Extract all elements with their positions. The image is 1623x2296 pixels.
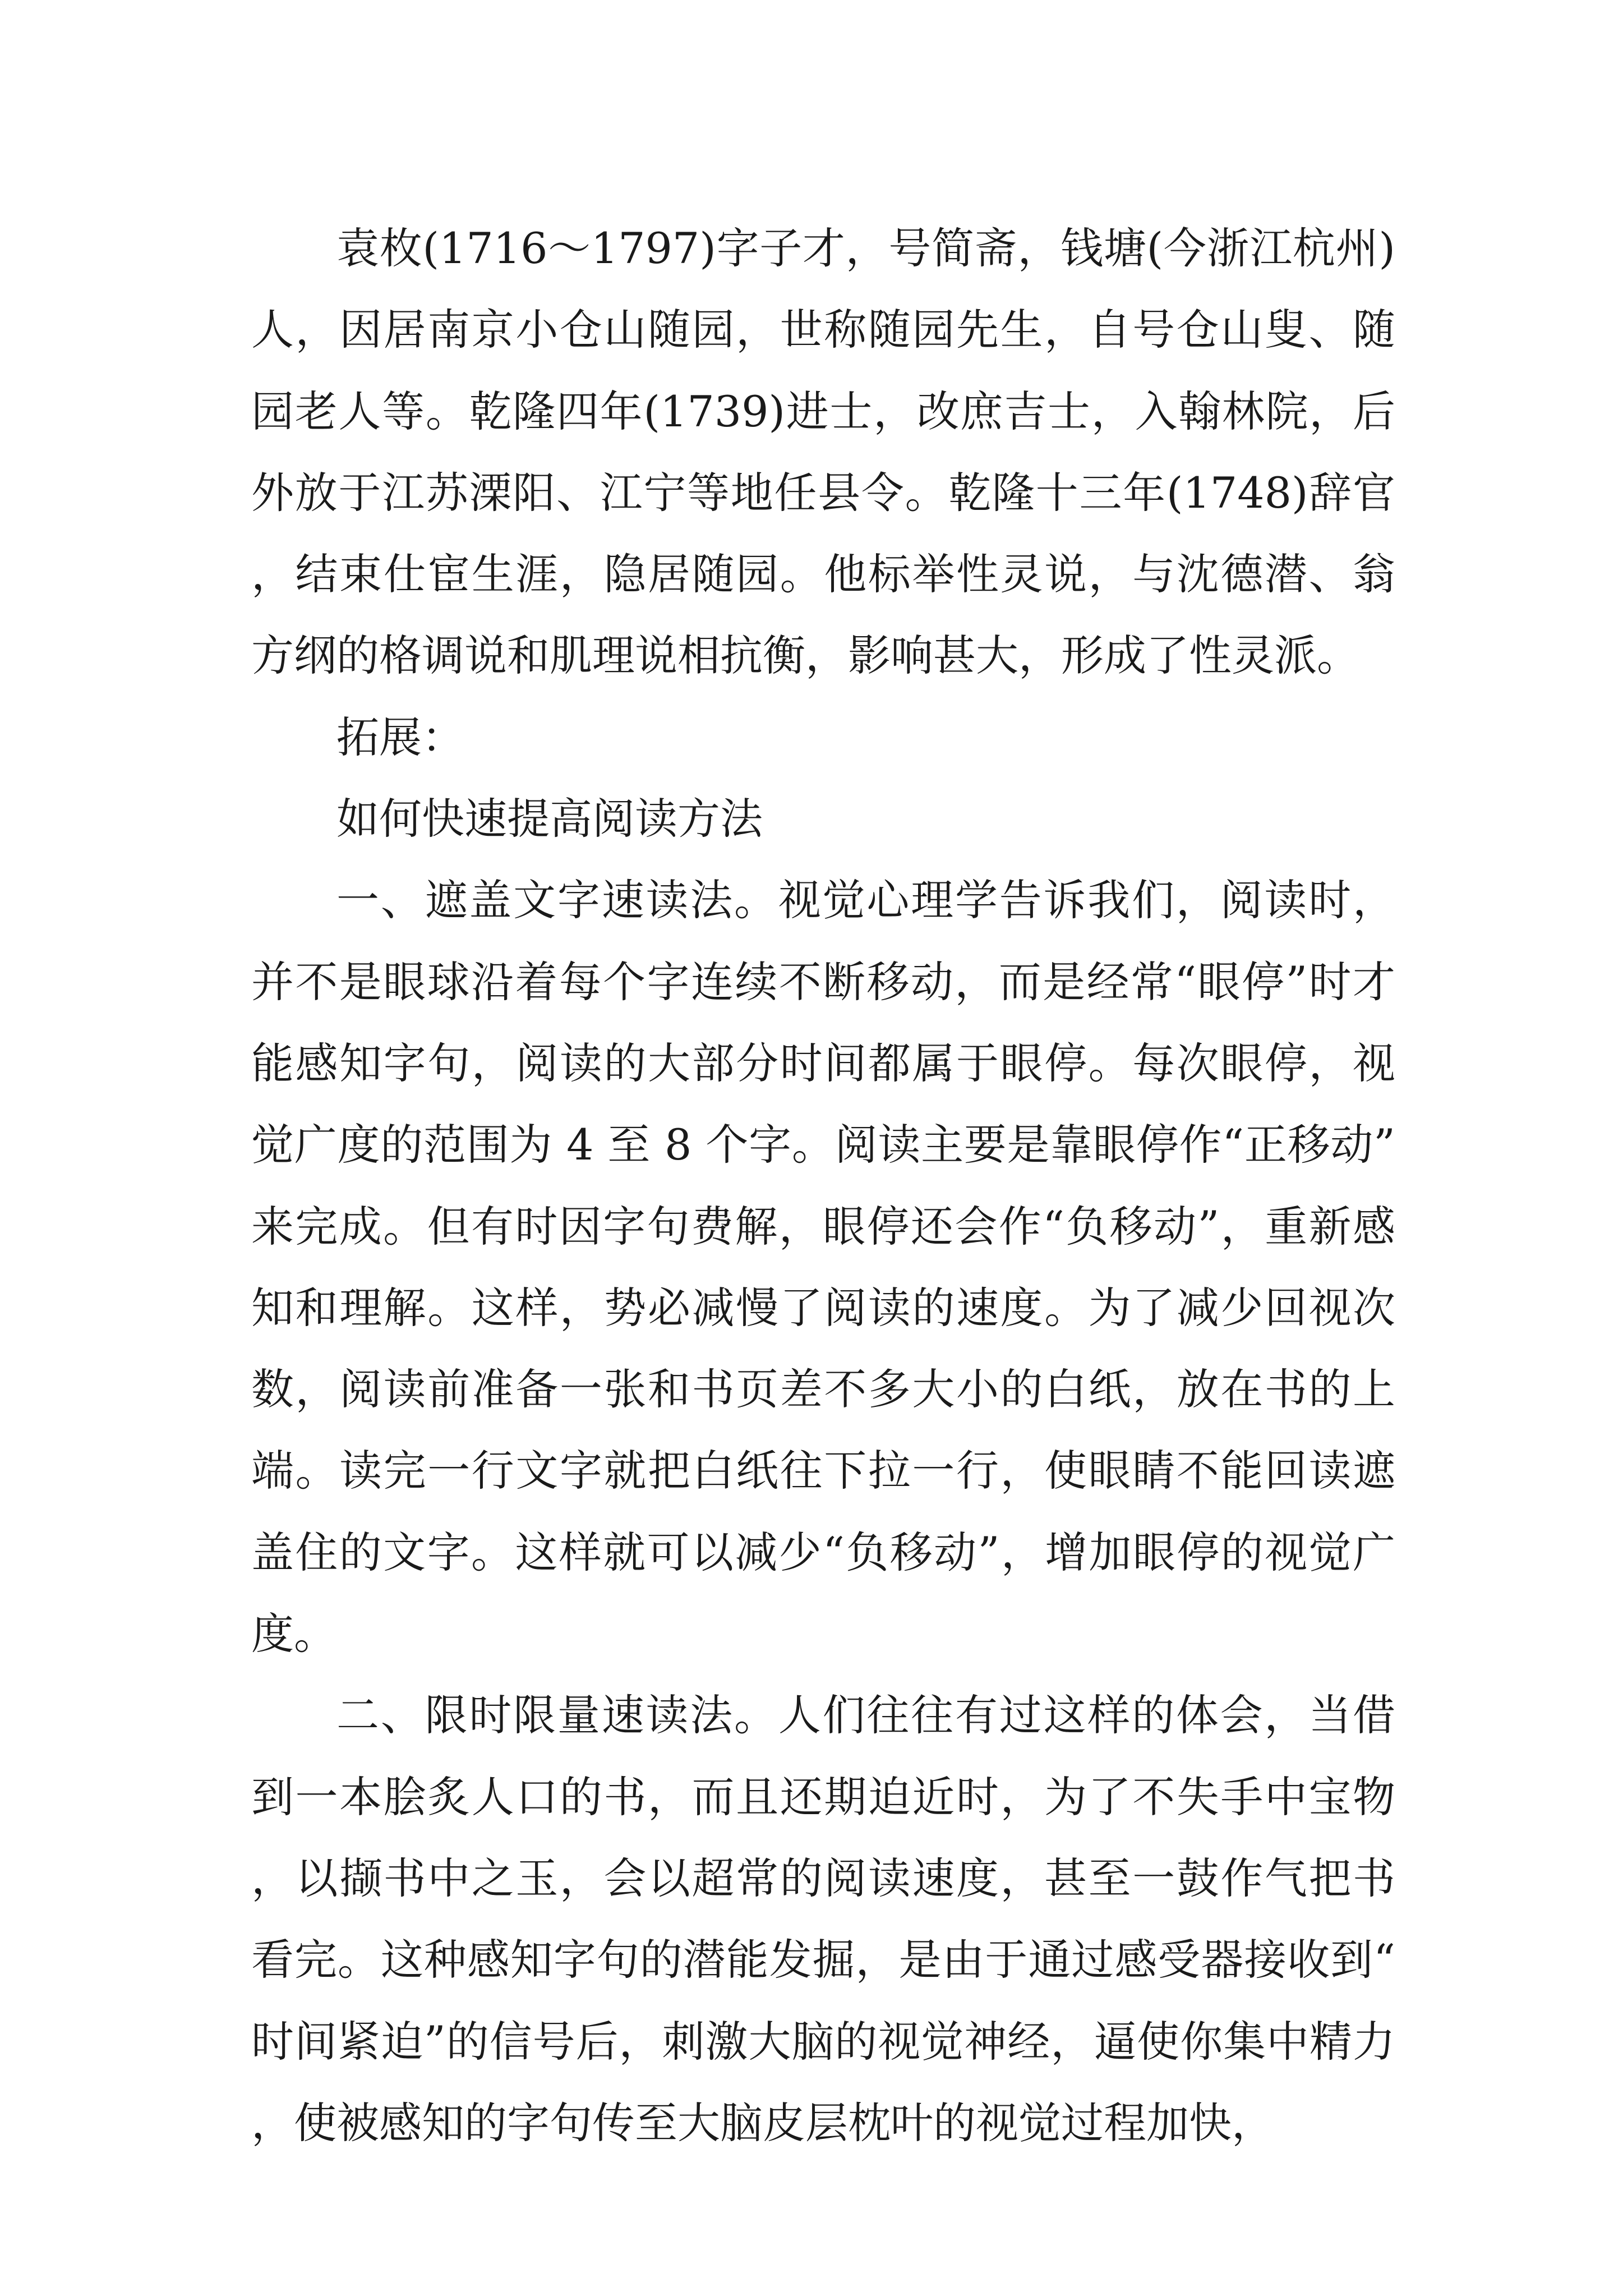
paragraph-method-one: 一、遮盖文字速读法。视觉心理学告诉我们，阅读时，并不是眼球沿着每个字连续不断移动，而是经常“眼停”时才能感知字句，阅读的大部分时间都属于眼停。每次眼停，视觉广度的范围为 4 至 8 个字。阅读主要是靠眼停作“正移动”来完成。但有时因字句费解，眼停还会作“负移动”，重新感知和理解。这样，势必减慢了阅读的速度。为了减少回视次数，阅读前准备一张和书页差不多大小的白纸，放在书的上端。读完一行文字就把白纸往下拉一行，使眼睛不能回读遮盖住的文字。这样就可以减少“负移动”，增加眼停的视觉广度。 [251, 875, 1395, 1659]
paragraph-yuanmei-bio: 袁枚(1716～1797)字子才，号简斋，钱塘(今浙江杭州)人，因居南京小仓山随园，世称随园先生，自号仓山叟、随园老人等。乾隆四年(1739)进士，改庶吉士，入翰林院，后外放于江苏溧阳、江宁等地任县令。乾隆十三年(1748)辞官，结束仕宦生涯，隐居随园。他标举性灵说，与沈德潜、翁方纲的格调说和肌理说相抗衡，影响甚大，形成了性灵派。 [251, 223, 1395, 681]
paragraph-method-two: 二、限时限量速读法。人们往往有过这样的体会，当借到一本脍炙人口的书，而且还期迫近时，为了不失手中宝物，以撷书中之玉，会以超常的阅读速度，甚至一鼓作气把书看完。这种感知字句的潜能发掘，是由于通过感受器接收到“时间紧迫”的信号后，刺激大脑的视觉神经，逼使你集中精力，使被感知的字句传至大脑皮层枕叶的视觉过程加快， [251, 1690, 1395, 2148]
paragraph-extension-label: 拓展： [336, 712, 464, 762]
paragraph-section-heading: 如何快速提高阅读方法 [336, 794, 763, 844]
document-page [251, 208, 1395, 2164]
